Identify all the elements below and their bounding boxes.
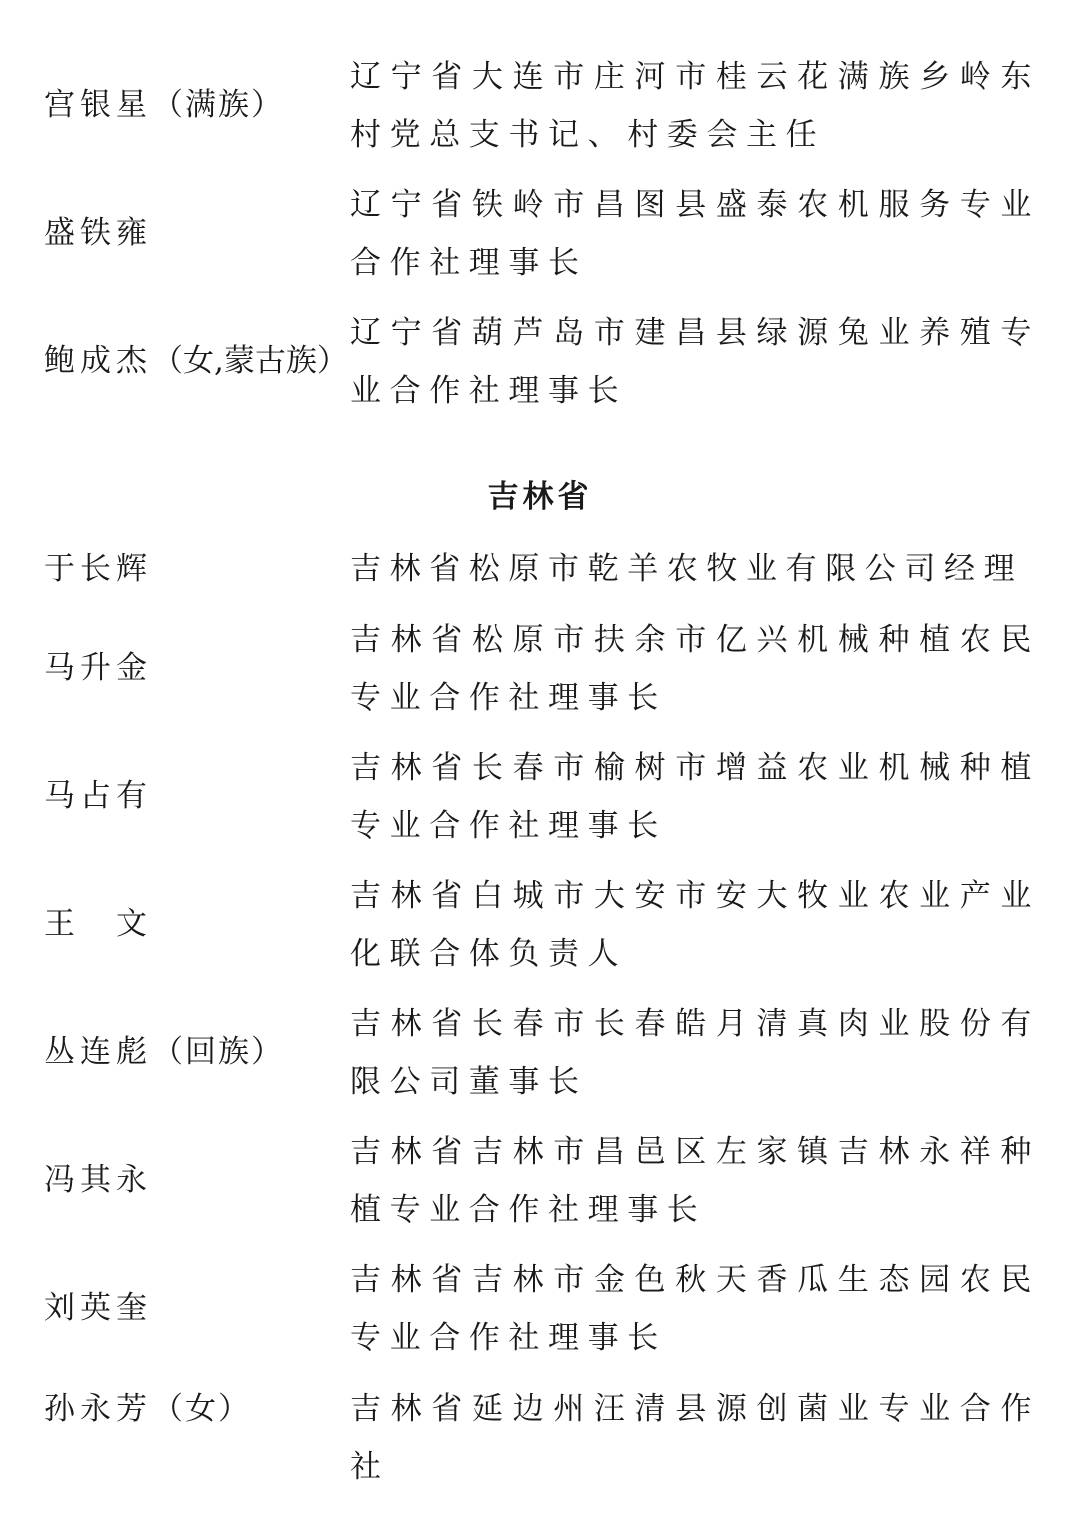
person-description: 辽宁省铁岭市昌图县盛泰农机服务专业合作社理事长 [350,187,1040,281]
section-title: 吉林省 [487,479,593,515]
name-text: 孙永芳 [44,1391,152,1427]
name-text: 马升金 [44,650,152,686]
person-name [44,549,152,589]
person-name [44,85,284,125]
person-description: 吉林省松原市扶余市亿兴机械种植农民专业合作社理事长 [350,622,1040,716]
person-description: 吉林省松原市乾羊农牧业有限公司经理 [350,551,1024,587]
person-name [44,1032,284,1072]
name-text: 王 文 [44,906,152,942]
person-description: 吉林省长春市长春皓月清真肉业股份有限公司董事长 [350,1006,1040,1100]
person-description: 吉林省白城市大安市安大牧业农业产业化联合体负责人 [350,878,1040,972]
person-name [44,904,152,944]
person-name [44,776,152,816]
person-description: 吉林省长春市榆树市增益农业机械种植专业合作社理事长 [350,750,1040,844]
person-name [44,648,152,688]
name-note: （女） [152,1391,251,1427]
name-text: 宫银星 [44,87,152,123]
name-text: 冯其永 [44,1162,152,1198]
name-note: （女,蒙古族） [152,343,348,379]
person-description: 吉林省吉林市金色秋天香瓜生态园农民专业合作社理事长 [350,1262,1040,1356]
name-note: （回族） [152,1034,284,1070]
person-name [44,1160,152,1200]
person-name [44,1389,251,1429]
name-text: 于长辉 [44,551,152,587]
person-description: 吉林省延边州汪清县源创菌业专业合作社 [350,1391,1040,1485]
person-name [44,1288,152,1328]
person-name [44,213,152,253]
name-text: 刘英奎 [44,1290,152,1326]
person-description: 吉林省吉林市昌邑区左家镇吉林永祥种植专业合作社理事长 [350,1134,1040,1228]
name-text: 马占有 [44,778,152,814]
person-description: 辽宁省葫芦岛市建昌县绿源兔业养殖专业合作社理事长 [350,315,1040,409]
name-text: 丛连彪 [44,1034,152,1070]
person-name [44,341,348,381]
name-text: 盛铁雍 [44,215,152,251]
name-note: （满族） [152,87,284,123]
person-description: 辽宁省大连市庄河市桂云花满族乡岭东村党总支书记、村委会主任 [350,59,1040,153]
name-text: 鲍成杰 [44,343,152,379]
